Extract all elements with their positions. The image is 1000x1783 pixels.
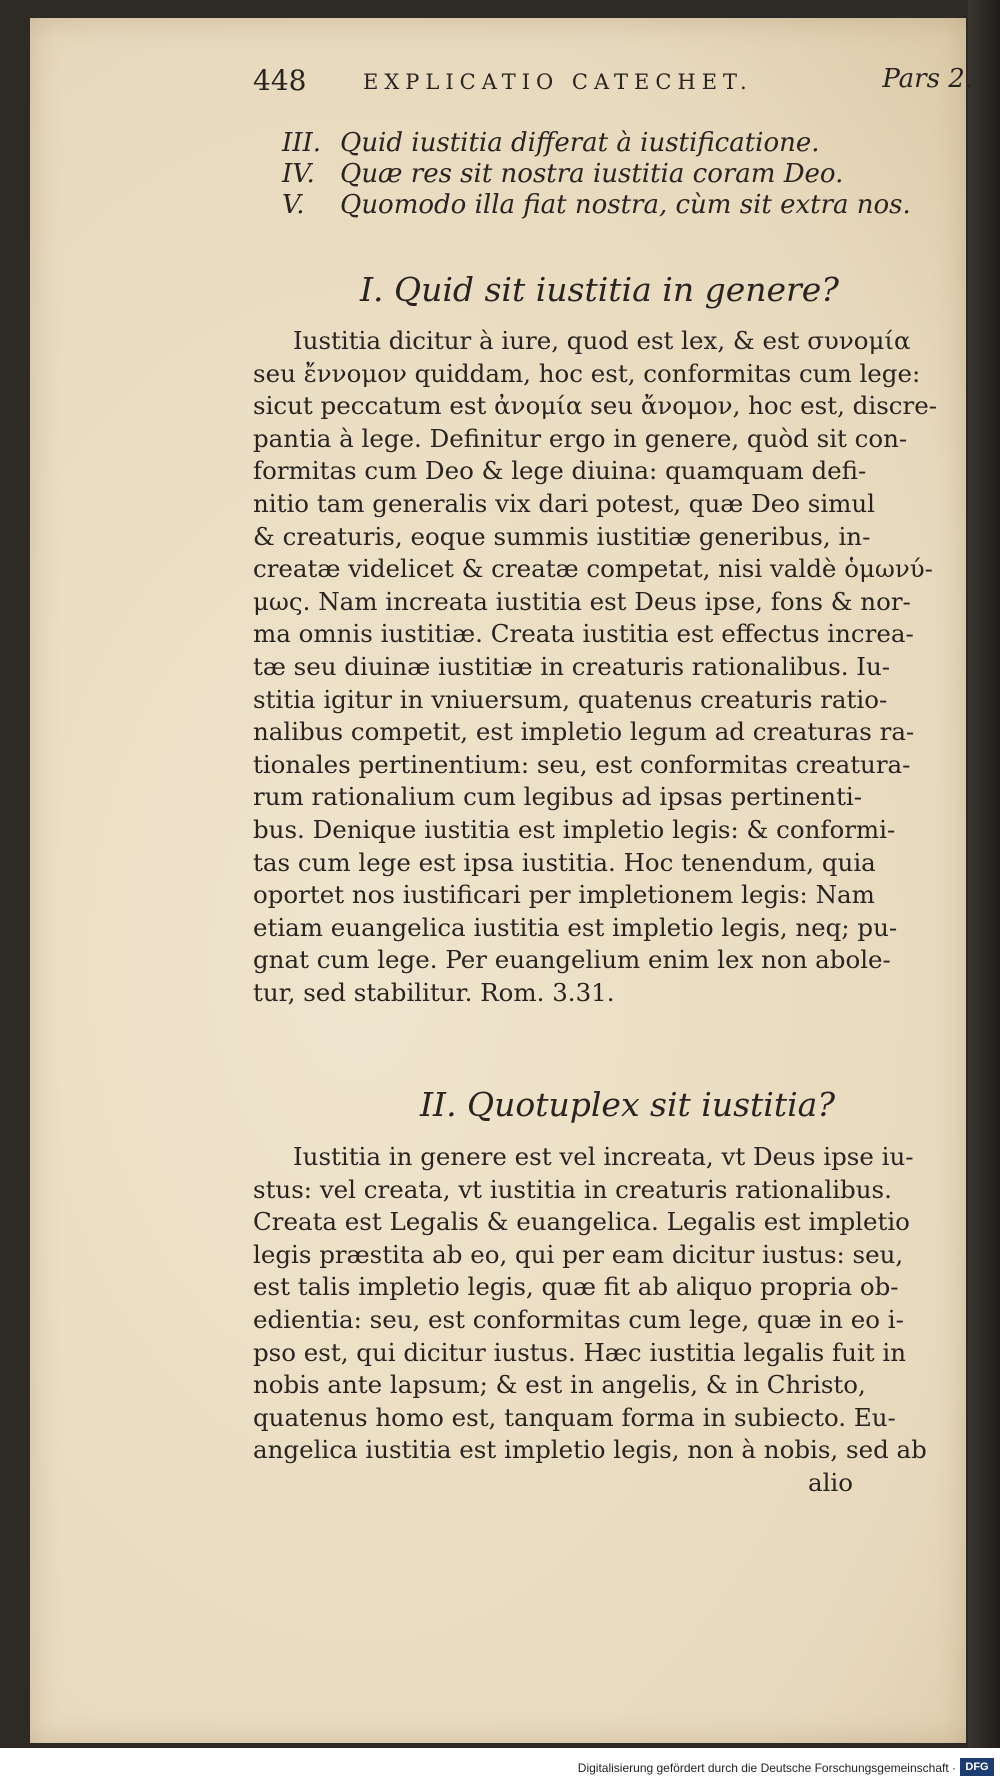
- text-line: angelica iustitia est impletio legis, non à nobis, sed ab: [253, 1435, 927, 1465]
- text-line: nitio tam generalis vix dari potest, quæ Deo simul: [253, 488, 876, 518]
- question-number: III.: [282, 128, 322, 158]
- text-line: oportet nos iustificari per impletionem legis: Nam: [253, 880, 875, 910]
- text-line: tas cum lege est ipsa iustitia. Hoc tenendum, quia: [253, 847, 876, 877]
- text-line: legis præstita ab eo, qui per eam dicitur iustus: seu,: [253, 1239, 904, 1269]
- dfg-logo: DFG: [960, 1758, 994, 1776]
- page-header: [253, 64, 973, 108]
- text-line: ma omnis iustitiæ. Creata iustitia est effectus increa-: [253, 619, 914, 649]
- text-line: est talis impletio legis, quæ fit ab aliquo propria ob-: [253, 1272, 899, 1302]
- text-line: pantia à lege. Definitur ergo in genere, quòd sit con-: [253, 423, 908, 453]
- text-line: Iustitia in genere est vel increata, vt Deus ipse iu-: [293, 1142, 914, 1171]
- text-line: edientia: seu, est conformitas cum lege, quæ in eo i-: [253, 1304, 904, 1334]
- text-line: rum rationalium cum legibus ad ipsas pertinenti-: [253, 782, 863, 812]
- section-body: [253, 1141, 927, 1500]
- section-heading: I. Quid sit iustitia in genere?: [360, 270, 839, 309]
- text-line: seu ἔννομον quiddam, hoc est, conformitas cum lege:: [253, 358, 921, 388]
- text-line: tæ seu diuinæ iustitiæ in creaturis rationalibus. Iu-: [253, 651, 891, 681]
- funding-notice: Digitalisierung gefördert durch die Deutsche Forschungsgemeinschaft ·: [577, 1761, 956, 1775]
- text-line: nobis ante lapsum; & est in angelis, & in Christo,: [253, 1370, 866, 1400]
- text-line: bus. Denique iustitia est impletio legis: & conformi-: [253, 814, 896, 844]
- question-text: Quæ res sit nostra iustitia coram Deo.: [340, 159, 844, 189]
- catchword: alio: [807, 1467, 853, 1497]
- text-line: tur, sed stabilitur. Rom. 3.31.: [253, 977, 615, 1007]
- text-line: stitia igitur in vniuersum, quatenus creaturis ratio-: [253, 684, 888, 714]
- question-text: Quid iustitia differat à iustificatione.: [340, 128, 820, 158]
- text-line: pso est, qui dicitur iustus. Hæc iustitia legalis fuit in: [253, 1337, 906, 1367]
- question-list: [282, 128, 962, 221]
- question-number: IV.: [282, 159, 315, 189]
- text-line: Creata est Legalis & euangelica. Legalis est impletio: [253, 1207, 910, 1237]
- text-line: sicut peccatum est ἀνομία seu ἄνομον, hoc est, discre-: [253, 391, 937, 421]
- section-body: [253, 325, 937, 1009]
- text-line: creatæ videlicet & creatæ competat, nisi valdè ὁμωνύ-: [253, 554, 933, 584]
- scan-edge: [968, 0, 1000, 1783]
- question-item: [282, 190, 962, 221]
- text-line: etiam euangelica iustitia est impletio legis, neq; pu-: [253, 912, 898, 942]
- text-line: Iustitia dicitur à iure, quod est lex, & est συνομία: [293, 326, 911, 355]
- text-line: nalibus competit, est impletio legum ad creaturas ra-: [253, 717, 915, 747]
- text-line: gnat cum lege. Per euangelium enim lex non abole-: [253, 945, 891, 975]
- question-text: Quomodo illa fiat nostra, cùm sit extra nos.: [340, 190, 911, 220]
- section-heading: II. Quotuplex sit iustitia?: [420, 1085, 836, 1124]
- page-number: 448: [253, 64, 307, 97]
- text-line: stus: vel creata, vt iustitia in creaturis rationalibus.: [253, 1174, 892, 1204]
- running-head: EXPLICATIO CATECHET.: [363, 70, 753, 94]
- question-item: [282, 128, 962, 159]
- text-line: formitas cum Deo & lege diuina: quamquam defi-: [253, 456, 867, 486]
- text-line: quatenus homo est, tanquam forma in subiecto. Eu-: [253, 1402, 896, 1432]
- text-line: & creaturis, eoque summis iustitiæ generibus, in-: [253, 521, 871, 551]
- part-label: Pars 2.: [882, 64, 973, 94]
- text-line: tionales pertinentium: seu, est conformitas creatura-: [253, 749, 911, 779]
- text-line: μως. Nam increata iustitia est Deus ipse, fons & nor-: [253, 586, 911, 616]
- question-item: [282, 159, 962, 190]
- question-number: V.: [282, 190, 305, 220]
